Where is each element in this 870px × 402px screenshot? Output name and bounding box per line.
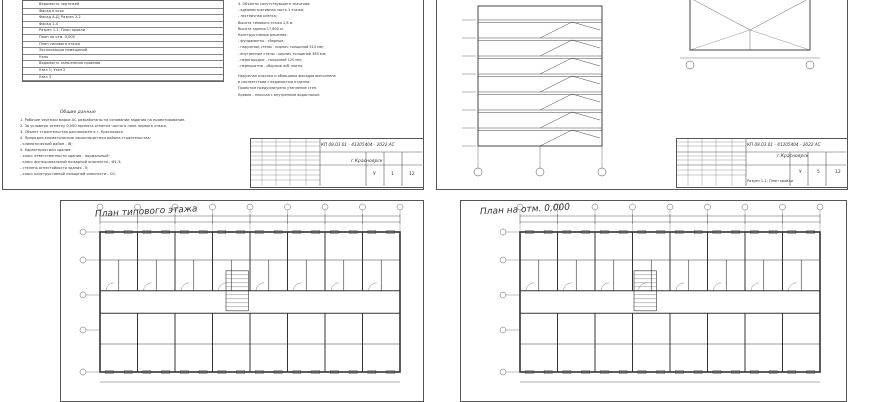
stamp-city: г.Красноярск: [351, 159, 383, 164]
text-line: - наружные стены - кирпич толщиной 510 мм;: [238, 45, 324, 50]
notes-title: Общие данные: [60, 110, 96, 115]
text-line: - климатический район - IВ;: [20, 142, 73, 146]
row-label: План типового этажа: [39, 41, 80, 46]
row-label: Разрез 1-1; План кровли: [39, 28, 86, 33]
typical-floor-plan-title: План типового этажа: [94, 204, 198, 220]
text-line: - лестничная клетка;: [238, 14, 277, 19]
stamp-stage: У: [799, 170, 802, 175]
text-line: Конструктивные решения:: [238, 33, 288, 37]
stamp-sheet: 1: [391, 172, 394, 177]
text-line: Наружная отделка и облицовка фасадов выполнена: [238, 74, 336, 78]
text-line: 5. Характеристики здания:: [20, 148, 72, 152]
text-line: - перекрытия - сборные ж/б плиты;: [238, 64, 304, 68]
row-label: Фасад в осях: [39, 8, 64, 13]
text-line: - внутренние стены - кирпич толщиной 380 мм;: [238, 51, 327, 56]
stamp-caption: Разрез 1-1; План кровли: [747, 179, 794, 183]
text-line: - административная часть 1 этажа;: [238, 8, 305, 13]
text-line: в соответствии с ведомостью отделки.: [238, 80, 311, 85]
stamp-sheets: 12: [409, 172, 415, 177]
text-line: 2. За условную отметку 0,000 принята отметка чистого пола первого этажа.: [20, 124, 167, 128]
row-label: Ведомость заполнения проемов: [39, 61, 101, 66]
text-line: - фундаменты - сборные;: [238, 39, 285, 44]
text-line: - класс ответственности здания - нормальный;: [20, 154, 110, 158]
text-line: Кровля - плоская с внутренним водостоком.: [238, 92, 321, 97]
row-label: Узел 3: [39, 74, 52, 79]
row-label: Узел 1; Узел 2: [39, 68, 66, 72]
text-line: - класс функциональной пожарной опасности - Ф1.3;: [20, 160, 122, 164]
text-line: - перегородки - толщиной 120 мм;: [238, 57, 302, 62]
row-label: План на отм. 0,000: [39, 35, 75, 39]
text-line: 1. Рабочие чертежи марки АС разработаны на основании задания на проектирование.: [20, 118, 186, 122]
ground-floor-plan-title: План на отм. 0,000: [479, 202, 571, 218]
row-label: Фасад А-Д; Разрез 2-2: [39, 15, 81, 20]
stamp-code: КП 08.03.01 - 41205404 - 2022 АС: [747, 142, 821, 147]
text-line: Высота здания 17,800 м.: [238, 26, 284, 31]
text-line: 4. Объекты сопутствующего значения:: [238, 2, 311, 6]
stamp-code: КП 08.03.01 - 41205404 - 2022 АС: [321, 142, 395, 147]
text-line: Проектом предусмотрено утепление стен.: [238, 86, 318, 91]
row-label: Ведомость чертежей: [39, 2, 80, 6]
text-line: - степень огнестойкости здания - II;: [20, 166, 89, 170]
text-line: - класс конструктивной пожарной опасности - С0;: [20, 172, 116, 176]
stamp-sheets: 12: [835, 170, 841, 175]
row-label: Фасад 1-4: [39, 21, 58, 26]
stamp-stage: У: [373, 172, 376, 177]
stamp-city: г.Красноярск: [777, 154, 809, 159]
text-line: 3. Объект строительства расположен в г. Красноярск.: [20, 130, 125, 134]
row-label: Узлы: [39, 54, 49, 59]
stamp-sheet: 5: [817, 170, 820, 175]
row-label: Экспликация помещений: [39, 48, 88, 53]
text-line: 4. Природно-климатические характеристики района строительства:: [20, 136, 151, 140]
text-line: Высота типового этажа 2,8 м.: [238, 20, 294, 25]
